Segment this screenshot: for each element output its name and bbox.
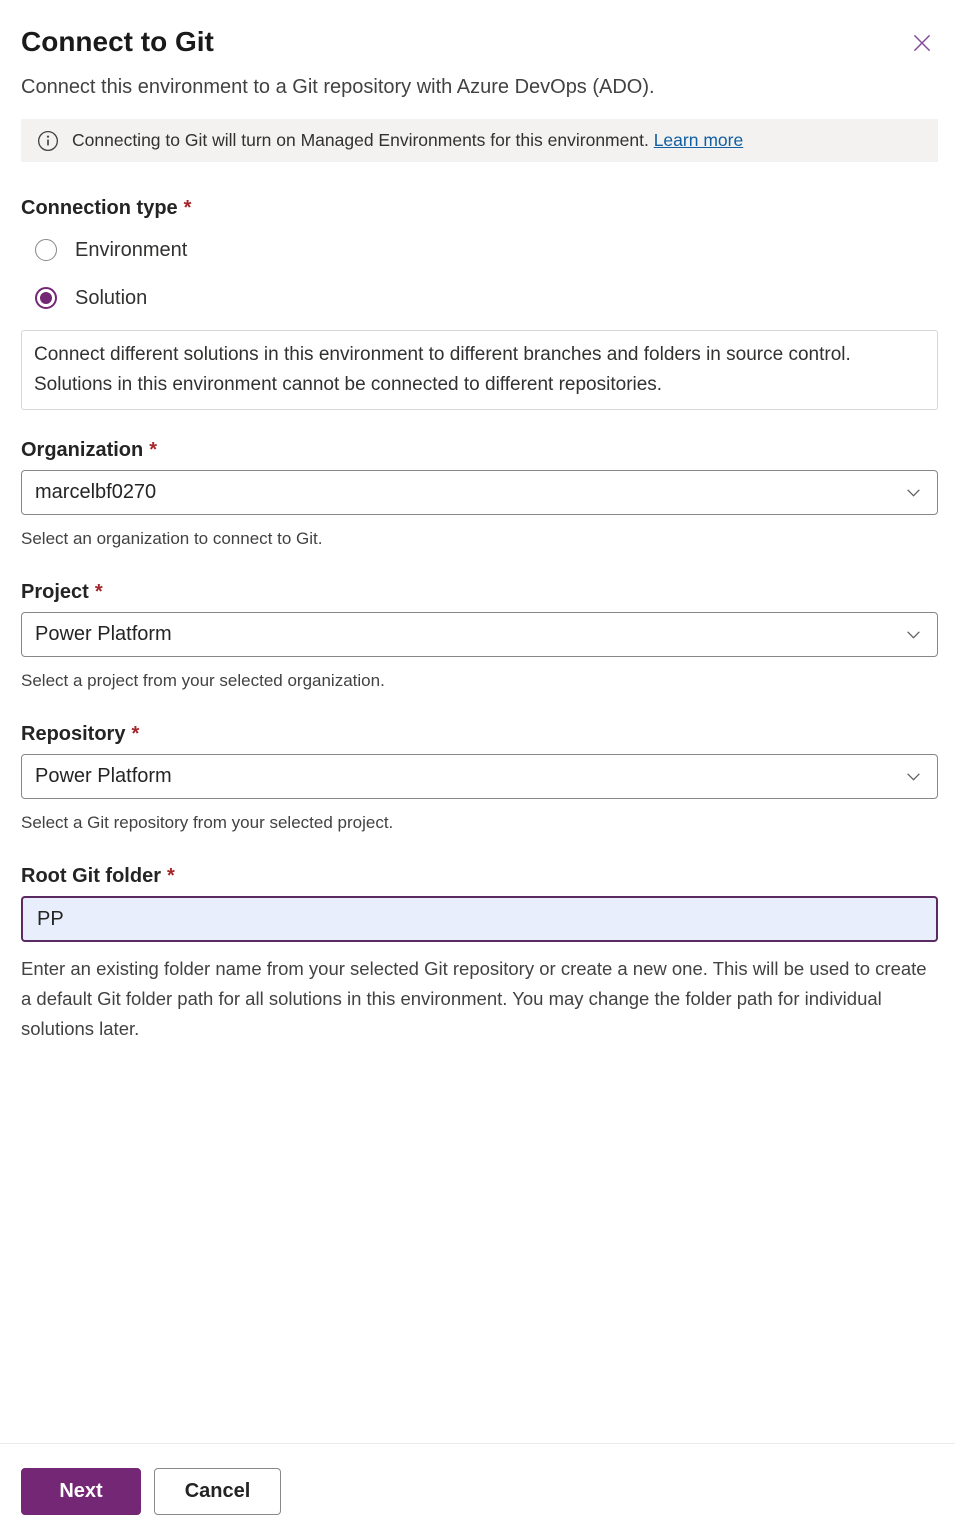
- required-asterisk: *: [166, 865, 175, 887]
- banner-text: Connecting to Git will turn on Managed Environments for this environment.: [72, 130, 649, 150]
- repository-helper-text: Select a Git repository from your selected project.: [21, 813, 394, 832]
- panel-subtitle: Connect this environment to a Git repository with Azure DevOps (ADO).: [21, 76, 655, 98]
- close-button[interactable]: [906, 27, 938, 59]
- close-icon: [910, 43, 934, 58]
- repository-label: Repository *: [21, 723, 140, 745]
- repository-dropdown[interactable]: [21, 754, 938, 799]
- project-label: Project *: [21, 581, 103, 603]
- root-git-folder-label: Root Git folder *: [21, 865, 175, 887]
- radio-environment[interactable]: [21, 237, 938, 263]
- required-asterisk: *: [131, 723, 140, 745]
- organization-dropdown-value: marcelbf0270: [35, 481, 157, 503]
- radio-solution-label: Solution: [75, 286, 148, 309]
- page-title: Connect to Git: [21, 26, 214, 57]
- organization-helper-text: Select an organization to connect to Git.: [21, 529, 323, 548]
- chevron-down-icon: [905, 484, 924, 501]
- cancel-button[interactable]: Cancel: [154, 1468, 281, 1515]
- required-asterisk: *: [183, 197, 192, 219]
- banner-message: [72, 130, 743, 151]
- solution-info-box: Connect different solutions in this environment to different branches and folders in source control. Solutions in this environment cannot be connected to different repositories.: [21, 330, 938, 410]
- root-git-folder-input[interactable]: [21, 896, 938, 942]
- required-asterisk: *: [149, 439, 158, 461]
- learn-more-link[interactable]: Learn more: [653, 130, 744, 150]
- radio-environment-label: Environment: [75, 238, 188, 261]
- root-git-folder-helper-text: Enter an existing folder name from your selected Git repository or create a new one. This will be used to create a default Git folder path for all solutions in this environment. You may change the folder path for individual solutions later.: [21, 958, 927, 1039]
- organization-label: Organization *: [21, 439, 158, 461]
- repository-dropdown-value: Power Platform: [35, 765, 172, 787]
- project-helper-text: Select a project from your selected organization.: [21, 671, 385, 690]
- radio-solution[interactable]: [21, 285, 938, 311]
- panel-header: [21, 0, 938, 61]
- chevron-down-icon: [905, 768, 924, 785]
- organization-field: [21, 438, 938, 548]
- organization-dropdown[interactable]: [21, 470, 938, 515]
- info-icon: [37, 130, 59, 152]
- next-button[interactable]: Next: [21, 1468, 141, 1515]
- chevron-down-icon: [905, 626, 924, 643]
- project-field: [21, 580, 938, 690]
- project-dropdown-value: Power Platform: [35, 623, 172, 645]
- repository-field: [21, 722, 938, 832]
- required-asterisk: *: [94, 581, 103, 603]
- project-dropdown[interactable]: [21, 612, 938, 657]
- root-git-folder-field: [21, 864, 938, 1044]
- radio-circle-icon: [35, 239, 57, 261]
- radio-selected-icon: [35, 287, 57, 309]
- connection-type-label: Connection type *: [21, 197, 192, 219]
- panel-footer: [0, 1443, 955, 1538]
- info-banner: [21, 119, 938, 162]
